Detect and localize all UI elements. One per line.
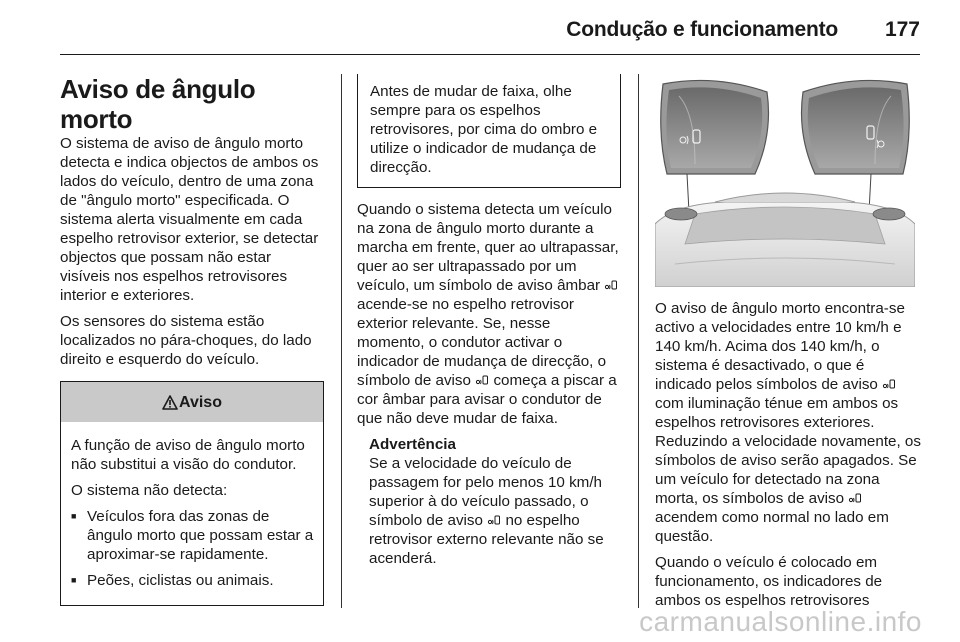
blind-spot-warning-icon [882, 378, 896, 390]
warning-box [60, 381, 324, 606]
detection-text-1: Quando o sistema detecta um veículo na zona de ângulo morto durante a marcha em frente, quer ao ultrapassar, quer ao ser ultrapassado por um veículo, um símbolo de aviso âmbar [357, 201, 619, 294]
page-number: 177 [884, 18, 920, 41]
sensors-paragraph: Os sensores do sistema estão localizados no pára-choques, do lado direito e esquerdo do veículo. [60, 313, 312, 368]
note-box [357, 74, 621, 188]
note-text: Antes de mudar de faixa, olhe sempre para os espelhos retrovisores, por cima do ombro e utilize o indicador de mudança de direcção. [370, 83, 598, 176]
mirror-illustration-svg [655, 74, 915, 287]
bullet-square-icon: ■ [71, 511, 77, 521]
column-divider [341, 74, 342, 608]
advertencia-text-1: Se a velocidade do veículo de passagem for pelo menos 10 km/h superior à do veículo passado, o símbolo de aviso [369, 455, 602, 529]
list-item [71, 571, 315, 590]
detection-text-2: acende-se no espelho retrovisor exterior relevante. Se, nesse momento, o condutor activar o indicador de mudança de direcção, o símbolo de aviso [357, 296, 607, 389]
page-heading: Aviso de ângulo morto [60, 74, 256, 134]
mirror-illustration [655, 74, 915, 287]
list-item-text: Peões, ciclistas ou animais. [87, 572, 274, 589]
left-mirror [661, 80, 769, 174]
speed-range-paragraph [655, 299, 925, 546]
advertencia-text [369, 454, 621, 568]
warning-triangle-icon [162, 395, 178, 410]
right-mirror [802, 80, 910, 174]
bullet-square-icon: ■ [71, 575, 77, 585]
speed-text-1: O aviso de ângulo morto encontra-se activo a velocidades entre 10 km/h e 140 km/h. Acima dos 140 km/h, o sistema é desactivado, o que é indicado pelos símbolos de aviso [655, 300, 905, 393]
speed-text-2: com iluminação ténue em ambos os espelhos retrovisores exteriores. Reduzindo a velocidade novamente, os símbolos de aviso serão apagados. Se um veículo for detectado na zona morta, os símbolos de aviso [655, 395, 921, 507]
advertencia-title: Advertência [369, 436, 456, 453]
list-item-text: Veículos fora das zonas de ângulo morto que possam estar a aproximar-se rapidamente. [87, 508, 314, 563]
blind-spot-warning-icon [848, 492, 862, 504]
watermark: carmanualsonline.info [639, 606, 922, 637]
blind-spot-warning-icon [475, 374, 489, 386]
car-rear-view [655, 193, 915, 287]
section-title: Condução e funcionamento [566, 18, 838, 41]
startup-paragraph: Quando o veículo é colocado em funcionamento, os indicadores de ambos os espelhos retrovisores [655, 554, 883, 609]
detection-paragraph [357, 200, 621, 428]
intro-paragraph: O sistema de aviso de ângulo morto detecta e indica objectos de ambos os lados do veículo, dentro de uma zona de "ângulo morto" especificada. O sistema alerta visualmente em cada espelho retrovisor exterior, se detectar objectos que possam não estar visíveis nos espelhos retrovisores interior e exteriores. [60, 135, 319, 304]
detection-text-3: começa a piscar a cor âmbar para avisar o condutor de que não deve mudar de faixa. [357, 372, 617, 427]
speed-text-3: acendem como normal no lado em questão. [655, 509, 889, 545]
warning-paragraph-1: A função de aviso de ângulo morto não substitui a visão do condutor. [71, 437, 305, 473]
warning-body [61, 422, 323, 605]
column-3 [655, 74, 925, 617]
blind-spot-warning-icon [604, 279, 618, 291]
column-1 [60, 74, 324, 606]
warning-title: Aviso [179, 393, 222, 411]
warning-header [61, 381, 323, 422]
blind-spot-warning-icon [487, 514, 501, 526]
advertencia-section [357, 435, 621, 568]
list-item [71, 507, 315, 564]
column-divider [638, 74, 639, 608]
page-header [60, 14, 920, 55]
warning-paragraph-2: O sistema não detecta: [71, 482, 228, 499]
column-2 [357, 74, 621, 568]
advertencia-text-2: no espelho retrovisor externo relevante não se acenderá. [369, 512, 604, 567]
